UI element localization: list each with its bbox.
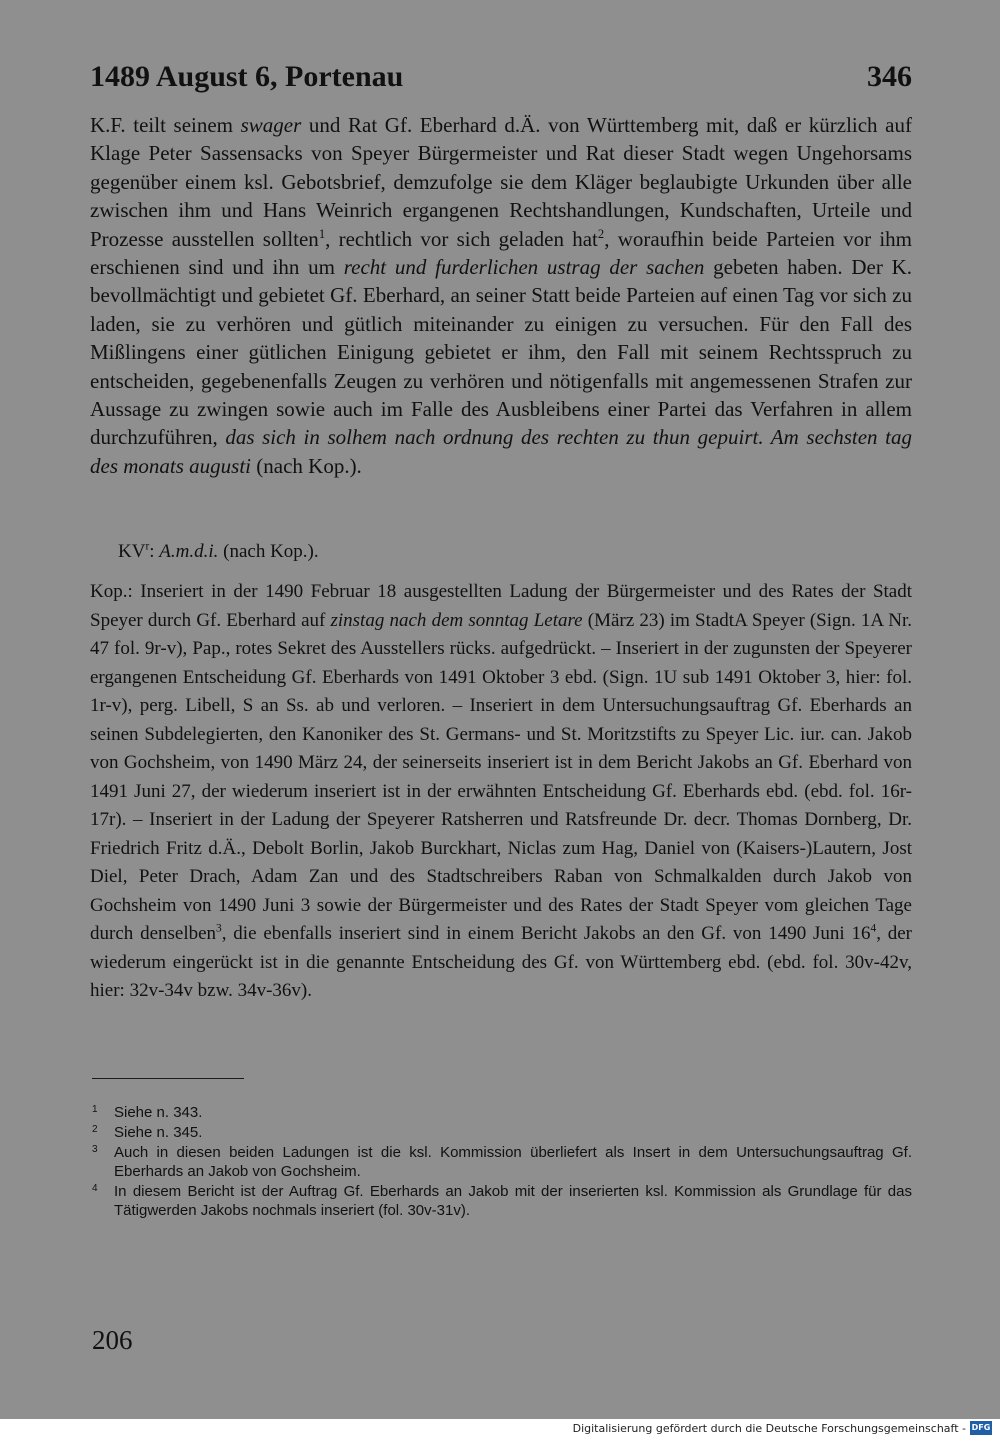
footnote-text: Siehe n. 343. [114,1104,203,1121]
footnote-reference: 1 [318,226,326,241]
text-run: , der wiederum eingerückt ist in die genannte Entscheidung des Gf. von Württemberg ebd. (ebd. fol. 30v-42v, hier: 32v-34v bzw. 34v-36v). [90,923,913,1001]
footnote-reference: 4 [870,922,877,935]
text-run: KV [118,541,146,562]
text-run: (nach Kop.). [218,541,319,562]
text-run: (März 23) im StadtA Speyer (Sign. 1A Nr. 47 fol. 9r-v), Pap., rotes Sekret des Ausstellers rücks. aufgedrückt. – Inseriert in der zugunsten der Speyerer ergangenen Entscheidung Gf. Eberhards von 1491 Oktober 3 ebd. (Sign. 1U sub 1491 Oktober 3, hier: fol. 1r-v), perg. Libell, S an Ss. ab und verloren. – Inseriert in dem Untersuchungsauftrag Gf. Eberhards an seinen Subdelegierten, den Kanoniker des St. Germans- und St. Moritzstifts zu Speyer Lic. iur. can. Jakob von Gochsheim, von 1490 März 24, der seinerseits inseriert ist in dem Bericht Jakobs an Gf. Eberhard von 1491 Juni 27, der wiederum inseriert ist in der erwähnten Entscheidung Gf. Eberhards ebd. (ebd. fol. 16r-17r). – Inseriert in der Ladung der Speyerer Ratsherren und Ratsfreunde Dr. decr. Thomas Dornberg, Dr. Friedrich Fritz d.Ä., Debolt Borlin, Jakob Burckhart, Niclas zum Hag, Daniel von (Kaisers-)Lautern, Jost Diel, Peter Drach, Adam Zan und des Stadtschreibers Raban von Schmalkalden durch Jakob von Gochsheim von 1490 Juni 3 sowie der Bürgermeister und des Rates der Stadt Speyer vom gleichen Tage durch denselben [90,609,912,944]
text-run: , die ebenfalls inseriert sind in einem Bericht Jakobs an den Gf. von 1490 Juni 16 [221,923,871,944]
italic-quote: das sich in solhem nach ordnung des rechten zu thun gepuirt. Am sechsten tag des monats augusti [90,425,912,478]
funding-credit: Digitalisierung gefördert durch die Deutsche Forschungsgemeinschaft - [572,1422,966,1435]
text-run: gebeten haben. Der K. bevollmächtigt und gebietet Gf. Eberhard, an seiner Statt beide Parteien auf einen Tag vor sich zu laden, sie zu verhören und gütlich miteinander zu einigen zu versuchen. Für den Fall des Mißlingens einer gütlichen Einigung gebietet er ihm, den Fall mit seinem Rechtsspruch zu entscheiden, gegebenenfalls Zeugen zu verhören und nötigenfalls mit angemessenen Strafen zur Aussage zu zwingen sowie auch im Falle des Ausbleibens einer Partei das Verfahren in allem durchzuführen, [90,255,912,450]
footnote-reference: r [145,540,150,553]
document-title: 1489 August 6, Portenau [90,60,404,93]
footnote-number: 1 [92,1104,98,1115]
italic-quote: A.m.d.i. [159,541,219,562]
footnote-divider [92,1078,244,1079]
footnote-number: 3 [92,1144,98,1155]
italic-quote: recht und furderlichen ustrag der sachen [343,255,705,280]
footnote-reference: 3 [216,922,222,935]
document-header [90,60,912,94]
footnote-1 [92,1103,912,1122]
footnote-3 [92,1143,912,1181]
footnote-4 [92,1182,912,1220]
regest-paragraph [90,111,912,480]
text-run: : [149,541,160,562]
footnote-2 [92,1123,912,1142]
footnotes [92,1103,912,1221]
digitization-footer [0,1419,1000,1439]
kv-note [118,539,912,565]
copy-tradition-paragraph [90,578,912,1006]
footnote-reference: 2 [597,226,605,241]
text-run: K.F. teilt seinem [90,113,241,137]
text-run: (nach Kop.). [251,453,362,478]
dfg-logo-icon: DFG [970,1421,992,1435]
italic-quote: zinstag nach dem sonntag Letare [330,609,583,631]
page-number: 206 [92,1325,133,1355]
italic-quote: swager [240,113,302,137]
text-run: , woraufhin beide Parteien vor ihm erschienen sind und ihn um [90,226,913,280]
text-run: und Rat Gf. Eberhard d.Ä. von Württemberg mit, daß er kürzlich auf Klage Peter Sassensacks von Speyer Bürgermeister und Rat dieser Stadt wegen Ungehorsams gegenüber einem ksl. Gebotsbrief, demzufolge sie dem Kläger beglaubigte Urkunden über alle zwischen ihm und Hans Weinrich ergangenen Rechtshandlungen, Kundschaften, Urteile und Prozesse ausstellen sollten [90,113,912,251]
text-run: Kop.: Inseriert in der 1490 Februar 18 ausgestellten Ladung der Bürgermeister und des Rates der Stadt Speyer durch Gf. Eberhard auf [90,581,912,631]
footnote-number: 4 [92,1183,98,1194]
document-number: 346 [867,60,912,93]
footnote-text: Siehe n. 345. [114,1124,203,1141]
text-run: , rechtlich vor sich geladen hat [325,226,598,251]
footnote-text: In diesem Bericht ist der Auftrag Gf. Eberhards an Jakob mit der inserierten ksl. Kommission als Grundlage für das Tätigwerden Jakobs nochmals inseriert (fol. 30v-31v). [114,1183,912,1219]
footnote-number: 2 [92,1124,98,1135]
footnote-text: Auch in diesen beiden Ladungen ist die ksl. Kommission überliefert als Insert in dem Untersuchungsauftrag Gf. Eberhards an Jakob von Gochsheim. [114,1144,912,1180]
